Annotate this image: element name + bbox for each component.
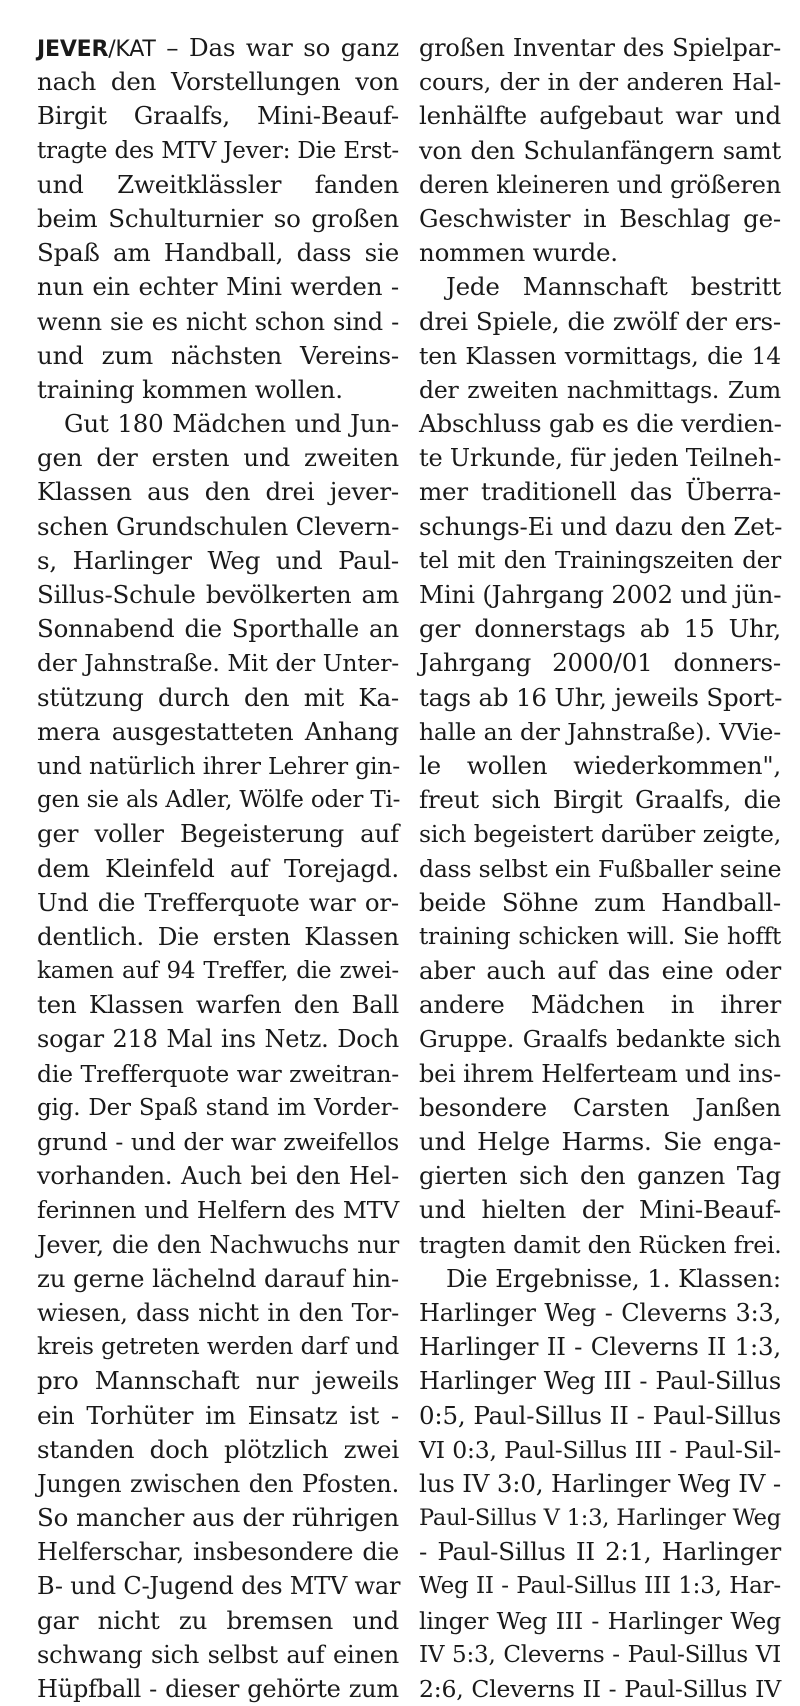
article-line: andere Mädchen in ihrer [419,990,781,1020]
article-line: und Helge Harms. Sie enga- [419,1127,781,1156]
article-line: Gruppe. Graalfs bedankte sich [419,1025,781,1054]
article-line: Jungen zwischen den Pfosten. [37,1469,399,1498]
article-line: schungs-Ei und dazu den Zet- [419,511,783,541]
article-line: beide Söhne zum Handball- [419,887,781,917]
article-line: kreis getreten werden darf und [37,1334,399,1361]
article-line: le wollen wiederkommen", [419,750,781,780]
article-line: - Paul-Sillus II 2:1, Harlinger [419,1537,781,1567]
article-line: s, Harlinger Weg und Paul- [37,545,399,575]
article-line: tel mit den Trainingszeiten der [419,547,781,574]
article-line: standen doch plötzlich zwei [37,1434,399,1464]
article-line: der Jahnstraße. Mit der Unter- [37,649,399,678]
article-line: bei ihrem Helferteam und ins- [419,1059,781,1088]
article-line: freut sich Birgit Graalfs, die [419,785,781,815]
article-line: schen Grundschulen Clevern- [37,511,400,541]
article-line: aber auch auf das eine oder [419,956,781,986]
article-line: ferinnen und Helfern des MTV [37,1196,399,1225]
article-line: der zweiten nachmittags. Zum [419,375,781,404]
article-line: gen sie als Adler, Wölfe oder Ti- [37,787,401,814]
article-line: die Trefferquote war zweitran- [37,1059,399,1088]
article-line: IV 5:3, Cleverns - Paul-Sillus VI [419,1641,781,1668]
article-line: und Zweitklässler fanden [37,169,399,199]
article-line: lenhälfte aufgebaut war und [419,101,781,131]
article-line: VI 0:3, Paul-Sillus III - Paul-Sil- [419,1435,781,1464]
dateline-agency: /KAT [108,37,156,62]
article-line: Harlinger Weg III - Paul-Sillus [419,1367,781,1396]
article-line: grund - und der war zweifellos [37,1128,399,1156]
article-line: Spaß am Handball, dass sie [37,238,399,268]
article-line: schwang sich selbst auf einen [37,1640,399,1669]
article-line: Sonnabend die Sporthalle an [37,614,399,644]
article-line: gar nicht zu bremsen und [37,1605,399,1635]
article-line: nach den Vorstellungen von [37,67,399,97]
article-line: gierten sich den ganzen Tag [419,1161,781,1191]
article-line: kamen auf 94 Treffer, die zwei- [37,958,399,985]
article-line: und zum nächsten Vereins- [37,340,399,370]
article-line: training kommen wollen. [37,374,343,404]
article-line: stützung durch den mit Ka- [37,682,399,712]
article-line: Helferschar, insbesondere die [37,1538,399,1567]
article-line: Jede Mannschaft bestritt [446,272,781,302]
article-line: Klassen aus den drei jever- [37,477,399,507]
article-line: tragte des MTV Jever: Die Erst- [37,137,399,164]
article-line: Birgit Graalfs, Mini-Beauf- [37,101,399,131]
article-line: zu gerne lächelnd darauf hin- [37,1263,399,1293]
article-line: großen Inventar des Spielpar- [419,34,781,62]
article-line: Harlinger II - Cleverns II 1:3, [419,1332,781,1362]
article-line: von den Schulanfängern samt [419,136,781,165]
article-line: training schicken will. Sie hofft [419,923,781,950]
article-line: 2:6, Cleverns II - Paul-Sillus IV [419,1675,781,1703]
article-line [37,31,399,65]
article-line: B- und C-Jugend des MTV war [37,1572,401,1601]
article-line: Harlinger Weg - Cleverns 3:3, [419,1298,781,1327]
article-line: Hüpfball - dieser gehörte zum [37,1675,399,1703]
article-line: te Urkunde, für jeden Teilneh- [419,444,782,473]
article-line: pro Mannschaft nur jeweils [37,1366,399,1396]
article-line: vorhanden. Auch bei den Hel- [37,1162,399,1191]
article-line: deren kleineren und größeren [419,170,781,199]
article-line: Paul-Sillus V 1:3, Harlinger Weg [419,1505,781,1532]
article-line: Geschwister in Beschlag ge- [419,203,781,233]
article-line: Mini (Jahrgang 2002 und jün- [419,580,782,609]
article-line: beim Schulturnier so großen [37,203,399,233]
article-line: ger voller Begeisterung auf [37,819,399,849]
article-line: und hielten der Mini-Beauf- [419,1195,781,1225]
article-line: Gut 180 Mädchen und Jun- [64,409,399,439]
article-line: besondere Carsten Janßen [419,1092,781,1122]
article-column-left [37,31,399,1706]
article-line: nun ein echter Mini werden - [37,272,399,302]
article-line: Die Ergebnisse, 1. Klassen: [446,1263,781,1293]
article-line: lus IV 3:0, Harlinger Weg IV - [419,1468,781,1498]
article-line: sogar 218 Mal ins Netz. Doch [37,1025,399,1054]
article-line: 0:5, Paul-Sillus II - Paul-Sillus [419,1400,781,1430]
article-line: Abschluss gab es die verdien- [419,409,782,439]
article-line: ten Klassen vormittags, die 14 [419,341,781,370]
article-line: cours, der in der anderen Hal- [419,68,781,97]
article-line: Weg II - Paul-Sillus III 1:3, Har- [419,1573,781,1600]
article-line: Und die Trefferquote war or- [37,887,399,917]
article-line: tragten damit den Rücken frei. [419,1230,782,1259]
article-line: ten Klassen warfen den Ball [37,990,399,1020]
article-line: tags ab 16 Uhr, jeweils Sport- [419,682,783,712]
article-line-text: – Das war so ganz [155,33,399,62]
article-line: Sillus-Schule bevölkerten am [37,580,399,609]
article-line: dass selbst ein Fußballer seine [419,854,782,883]
article-line: drei Spiele, die zwölf der ers- [419,306,781,336]
article-line: ein Torhüter im Einsatz ist - [37,1400,399,1430]
article-line: mer traditionell das Überra- [419,477,781,507]
article-line: gig. Der Spaß stand im Vorder- [37,1094,399,1121]
article-line: Jahrgang 2000/01 donners- [419,648,781,678]
article-line: ger donnerstags ab 15 Uhr, [419,614,781,644]
article-line: und natürlich ihrer Lehrer gin- [37,751,400,780]
article-column-right [419,31,781,1706]
dateline-city: JEVER [37,37,109,62]
article-line: wiesen, dass nicht in den Tor- [37,1298,399,1327]
article-line: halle an der Jahnstraße). VVie- [419,717,781,746]
article-line: sich begeistert darüber zeigte, [419,820,781,849]
article-line: dentlich. Die ersten Klassen [37,921,399,951]
article-line: wenn sie es nicht schon sind - [37,307,399,336]
article-line: linger Weg III - Harlinger Weg [419,1606,781,1635]
article-line: dem Kleinfeld auf Torejagd. [37,853,399,883]
article-line: mera ausgestatteten Anhang [37,716,399,746]
article-line: gen der ersten und zweiten [37,443,399,473]
article-line: nommen wurde. [419,238,618,268]
article-line: So mancher aus der rührigen [37,1503,399,1533]
article-line: Jever, die den Nachwuchs nur [37,1230,399,1259]
